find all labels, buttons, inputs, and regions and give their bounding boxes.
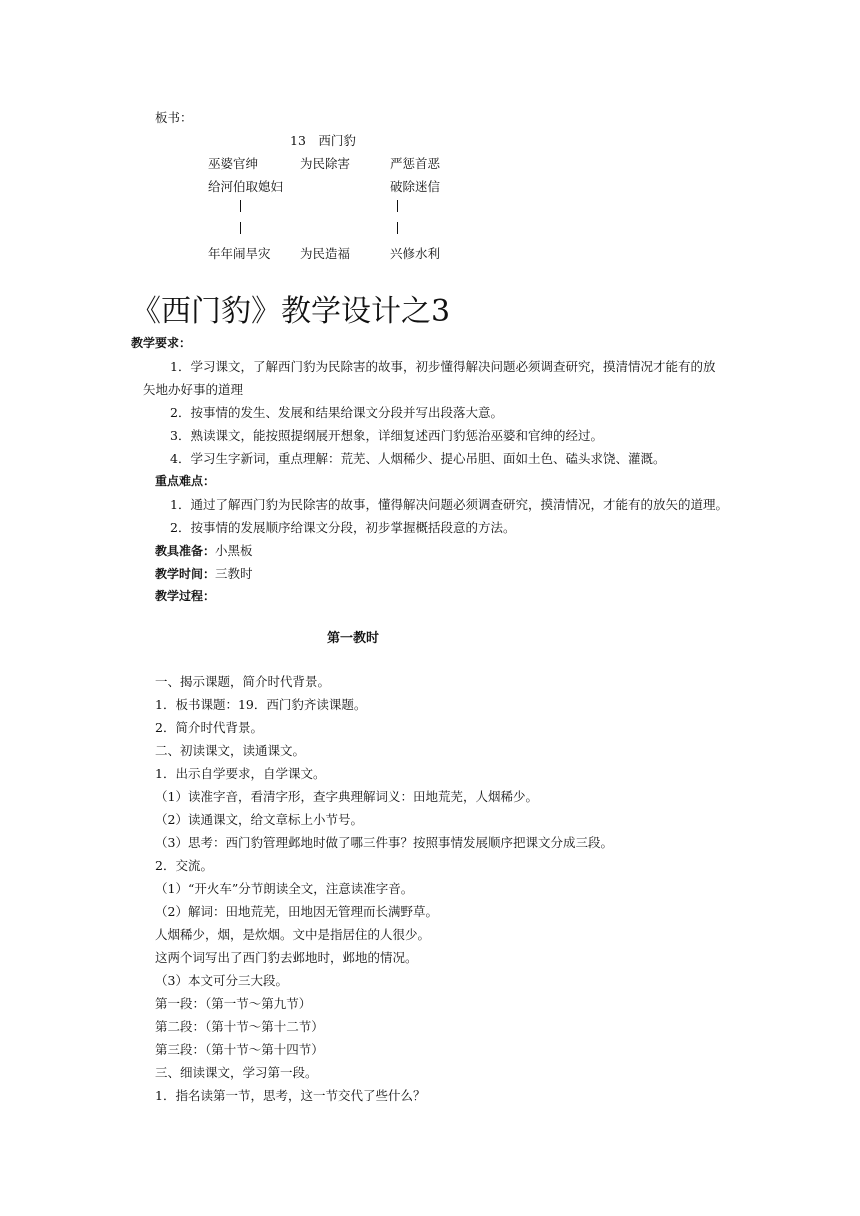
board-connector-right-2 (397, 222, 398, 234)
lesson-line: 2．交流。 (155, 858, 213, 873)
process-label: 教学过程： (155, 589, 216, 603)
time-value: 三教时 (215, 566, 253, 581)
board-connector-left-1 (240, 200, 241, 212)
lesson-line: （2）解词：田地荒芜，田地因无管理而长满野草。 (155, 904, 438, 919)
requirement-1-line-2: 矢地办好事的道理 (143, 382, 244, 397)
lesson-line: 2．简介时代背景。 (155, 720, 263, 735)
tools-value: 小黑板 (215, 543, 253, 558)
lesson-line: （1）“开火车”分节朗读全文，注意读准字音。 (155, 881, 414, 896)
requirement-3: 3．熟读课文，能按照提纲展开想象，详细复述西门豹惩治巫婆和官绅的经过。 (170, 428, 603, 443)
difficulty-2: 2．按事情的发展顺序给课文分段，初步掌握概括段意的方法。 (170, 520, 516, 535)
board-right-1: 严惩首恶 (390, 156, 441, 171)
lesson-line: （2）读通课文，给文章标上小节号。 (155, 812, 363, 827)
board-left-2: 给河伯取媳妇 (208, 179, 284, 194)
lesson-line: 一、揭示课题，简介时代背景。 (155, 674, 331, 689)
board-label: 板书： (155, 110, 193, 125)
lesson-line: 第一段：（第一节～第九节） (155, 996, 312, 1011)
board-heading: 13 西门豹 (290, 133, 356, 148)
board-connector-right-1 (397, 200, 398, 212)
lesson1-heading: 第一教时 (327, 631, 380, 646)
lesson-line: 1．指名读第一节，思考，这一节交代了些什么？ (155, 1088, 426, 1103)
requirements-heading: 教学要求： (131, 336, 192, 350)
tools-row (155, 541, 253, 559)
requirement-2: 2．按事情的发生、发展和结果给课文分段并写出段落大意。 (170, 405, 503, 420)
difficulties-heading: 重点难点： (155, 474, 216, 488)
board-right-2: 破除迷信 (390, 179, 441, 194)
board-mid-1: 为民除害 (300, 156, 351, 171)
lesson-line: 第二段：（第十节～第十二节） (155, 1019, 324, 1034)
board-left-3: 年年闹旱灾 (208, 246, 271, 261)
board-connector-left-2 (240, 222, 241, 234)
board-left-1: 巫婆官绅 (208, 156, 259, 171)
time-row (155, 564, 253, 582)
requirement-1-line-1: 1．学习课文，了解西门豹为民除害的故事，初步懂得解决问题必须调查研究，摸清情况才能有的放 (170, 359, 716, 374)
lesson-line: 第三段：（第十节～第十四节） (155, 1042, 324, 1057)
board-mid-2: 为民造福 (300, 246, 351, 261)
lesson-line: （1）读准字音，看清字形，查字典理解词义：田地荒芜，人烟稀少。 (155, 789, 538, 804)
lesson-line: 二、初读课文，读通课文。 (155, 743, 306, 758)
doc-title: 《西门豹》教学设计之3 (131, 294, 451, 329)
lesson-line: （3）思考：西门豹管理邺地时做了哪三件事？按照事情发展顺序把课文分成三段。 (155, 835, 613, 850)
lesson-line: 这两个词写出了西门豹去邺地时，邺地的情况。 (155, 950, 418, 965)
tools-label: 教具准备： (155, 544, 216, 558)
lesson-line: 1．板书课题：19．西门豹齐读课题。 (155, 697, 367, 712)
time-label: 教学时间： (155, 567, 216, 581)
board-right-3: 兴修水利 (390, 246, 441, 261)
requirement-4: 4．学习生字新词，重点理解：荒芜、人烟稀少、提心吊胆、面如土色、磕头求饶、灌溉。 (170, 451, 666, 466)
difficulty-1: 1．通过了解西门豹为民除害的故事，懂得解决问题必须调查研究，摸清情况，才能有的放矢的道理。 (170, 497, 728, 512)
lesson-line: 1．出示自学要求，自学课文。 (155, 766, 326, 781)
lesson-line: 三、细读课文，学习第一段。 (155, 1065, 318, 1080)
lesson-line: 人烟稀少，烟，是炊烟。文中是指居住的人很少。 (155, 927, 431, 942)
lesson-line: （3）本文可分三大段。 (155, 973, 288, 988)
